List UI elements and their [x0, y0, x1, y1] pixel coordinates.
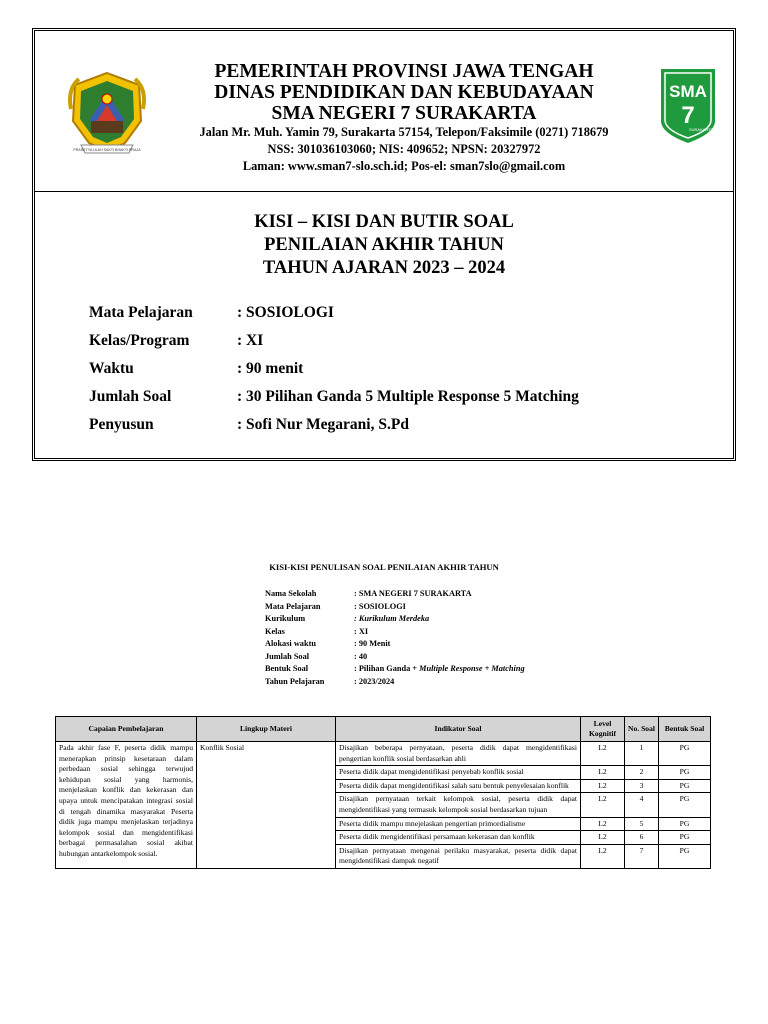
- level-cell: L2: [581, 793, 625, 817]
- no-cell: 3: [625, 779, 659, 793]
- meta-value: : Kurikulum Merdeka: [354, 614, 430, 623]
- meta-row: [265, 601, 525, 614]
- cover-info: [89, 299, 709, 439]
- indikator-cell: Disajikan beberapa pernyataan, peserta didik dapat mengidentifikasi pengertian konflik sosial berdasarkan ahli: [336, 742, 581, 766]
- cover-value: : Sofi Nur Megarani, S.Pd: [237, 416, 409, 433]
- cover-value: : 90 menit: [237, 360, 304, 377]
- cover-value: : SOSIOLOGI: [237, 304, 334, 321]
- school-name: SMA NEGERI 7 SURAKARTA: [271, 103, 537, 124]
- lingkup-cell: Konflik Sosial: [197, 742, 336, 869]
- document-title: KISI-KISI PENULISAN SOAL PENILAIAN AKHIR TAHUN: [269, 562, 499, 572]
- meta-row: [265, 613, 525, 626]
- meta-row: [265, 663, 525, 676]
- logo-sma-text: SMA: [669, 82, 707, 101]
- meta-label: Jumlah Soal: [265, 651, 310, 661]
- school-contact: Laman: www.sman7-slo.sch.id; Pos-el: sman7slo@gmail.com: [242, 159, 566, 173]
- level-cell: L2: [581, 742, 625, 766]
- table-header-row: [56, 717, 711, 742]
- table-row: [56, 742, 711, 766]
- government-name: PEMERINTAH PROVINSI JAWA TENGAH: [214, 61, 594, 82]
- no-cell: 1: [625, 742, 659, 766]
- bentuk-cell: PG: [659, 831, 711, 845]
- meta-value: : SOSIOLOGI: [354, 601, 406, 611]
- cover-label: Penyusun: [89, 416, 154, 433]
- meta-label: Alokasi waktu: [265, 639, 316, 648]
- header-no: No. Soal: [625, 717, 659, 742]
- agency-name: DINAS PENDIDIKAN DAN KEBUDAYAAN: [214, 82, 594, 103]
- cover-title-line1: KISI – KISI DAN BUTIR SOAL: [254, 212, 514, 232]
- level-cell: L2: [581, 817, 625, 831]
- logo-city-text: SURAKARTA: [688, 127, 714, 132]
- meta-row: [265, 676, 525, 689]
- indikator-cell: Disajikan pernyataan terkait kelompok sosial, peserta didik dapat mengidentifikasi yang termasuk kelompok sosial berdasarkan tujuan: [336, 793, 581, 817]
- meta-value-part: : Pilihan Ganda +: [354, 664, 420, 673]
- indikator-cell: Peserta didik mampu mnejelaskan pengertian primordialisme: [336, 817, 581, 831]
- meta-row: [265, 588, 525, 601]
- meta-value: : XI: [354, 626, 369, 636]
- logo-seven-text: 7: [681, 102, 695, 129]
- letterhead-text: [155, 31, 653, 175]
- cover-label: Jumlah Soal: [89, 388, 172, 405]
- cover-row-question-count: [89, 383, 709, 411]
- bentuk-cell: PG: [659, 793, 711, 817]
- bentuk-cell: PG: [659, 766, 711, 780]
- emblem-ribbon-text: PRASETYA ULAH SAKTI BHAKTI PRAJA: [73, 148, 141, 152]
- central-java-emblem-icon: [67, 69, 147, 155]
- meta-label: Kurikulum: [265, 614, 306, 623]
- meta-row: [265, 651, 525, 664]
- cover-row-class: [89, 327, 709, 355]
- indikator-cell: Peserta didik dapat mengidentifikasi salah satu bentuk penyelesaian konflik: [336, 779, 581, 793]
- no-cell: 2: [625, 766, 659, 780]
- cover-value: : 30 Pilihan Ganda 5 Multiple Response 5 Matching: [237, 388, 579, 405]
- meta-value: : SMA NEGERI 7 SURAKARTA: [354, 589, 472, 598]
- cover-label: Mata Pelajaran: [89, 304, 193, 321]
- bentuk-cell: PG: [659, 844, 711, 868]
- meta-label: Nama Sekolah: [265, 589, 317, 598]
- no-cell: 5: [625, 817, 659, 831]
- meta-value: : 90 Menit: [354, 639, 391, 648]
- cover-value: : XI: [237, 332, 264, 349]
- meta-value: : 40: [354, 651, 368, 661]
- cover-label: Waktu: [89, 360, 134, 377]
- indikator-cell: Peserta didik dapat mengidentifikasi penyebab konflik sosial: [336, 766, 581, 780]
- no-cell: 6: [625, 831, 659, 845]
- cp-cell: Pada akhir fase F, peserta didik mampu menerapkan prinsip kesetaraan dalam perbedaan sosial sehingga terwujud kehidupan sosial yang harmonis, menjelaskan konflik dan kekerasan dan upaya untuk mencipatakan integrasi sosial di tengah dinamika masyarakat Peserta didik juga mampu menjelaskan terjadinya kelompok sosial dan mengidentifikasi berbagai permasalahan sosial akibat hubungan antarkelompok sosial.: [56, 742, 197, 869]
- meta-row: [265, 638, 525, 651]
- level-cell: L2: [581, 844, 625, 868]
- meta-value: [354, 663, 525, 676]
- header-indikator: Indikator Soal: [336, 717, 581, 742]
- school-ids: NSS: 301036103060; NIS: 409652; NPSN: 20327972: [267, 142, 541, 156]
- kisi-table: [55, 716, 711, 869]
- meta-value: : 2023/2024: [354, 676, 395, 686]
- no-cell: 7: [625, 844, 659, 868]
- meta-label: Kelas: [265, 626, 285, 636]
- header-level: Level Kognitif: [581, 717, 625, 742]
- meta-label: Tahun Pelajaran: [265, 676, 325, 686]
- cover-title-line2: PENILAIAN AKHIR TAHUN: [264, 235, 504, 255]
- header-bentuk: Bentuk Soal: [659, 717, 711, 742]
- meta-value-italic-part: Multiple Response + Matching: [419, 664, 525, 673]
- meta-label: Mata Pelajaran: [265, 601, 321, 611]
- bentuk-cell: PG: [659, 779, 711, 793]
- header-cp: Capaian Pembelajaran: [56, 717, 197, 742]
- bentuk-cell: PG: [659, 742, 711, 766]
- indikator-cell: Disajikan pernyataan mengenai perilaku masyarakat, peserta didik dapat mengidentifikasi dampak negatif: [336, 844, 581, 868]
- meta-label: Bentuk Soal: [265, 664, 309, 673]
- cover-row-subject: [89, 299, 709, 327]
- cover-row-time: [89, 355, 709, 383]
- cover-title: [35, 211, 733, 280]
- cover-label: Kelas/Program: [89, 332, 190, 349]
- level-cell: L2: [581, 766, 625, 780]
- no-cell: 4: [625, 793, 659, 817]
- school-address: Jalan Mr. Muh. Yamin 79, Surakarta 57154, Telepon/Faksimile (0271) 718679: [199, 125, 609, 139]
- bentuk-cell: PG: [659, 817, 711, 831]
- letterhead: [35, 31, 733, 192]
- level-cell: L2: [581, 831, 625, 845]
- level-cell: L2: [581, 779, 625, 793]
- cover-box: [32, 28, 736, 461]
- indikator-cell: Peserta didik mengidentifikasi persamaan kekerasan dan konflik: [336, 831, 581, 845]
- sma7-logo-icon: [655, 65, 721, 145]
- header-lingkup: Lingkup Materi: [197, 717, 336, 742]
- document-meta: [265, 588, 525, 688]
- cover-title-line3: TAHUN AJARAN 2023 – 2024: [262, 258, 506, 278]
- meta-row: [265, 626, 525, 639]
- cover-row-author: [89, 411, 709, 439]
